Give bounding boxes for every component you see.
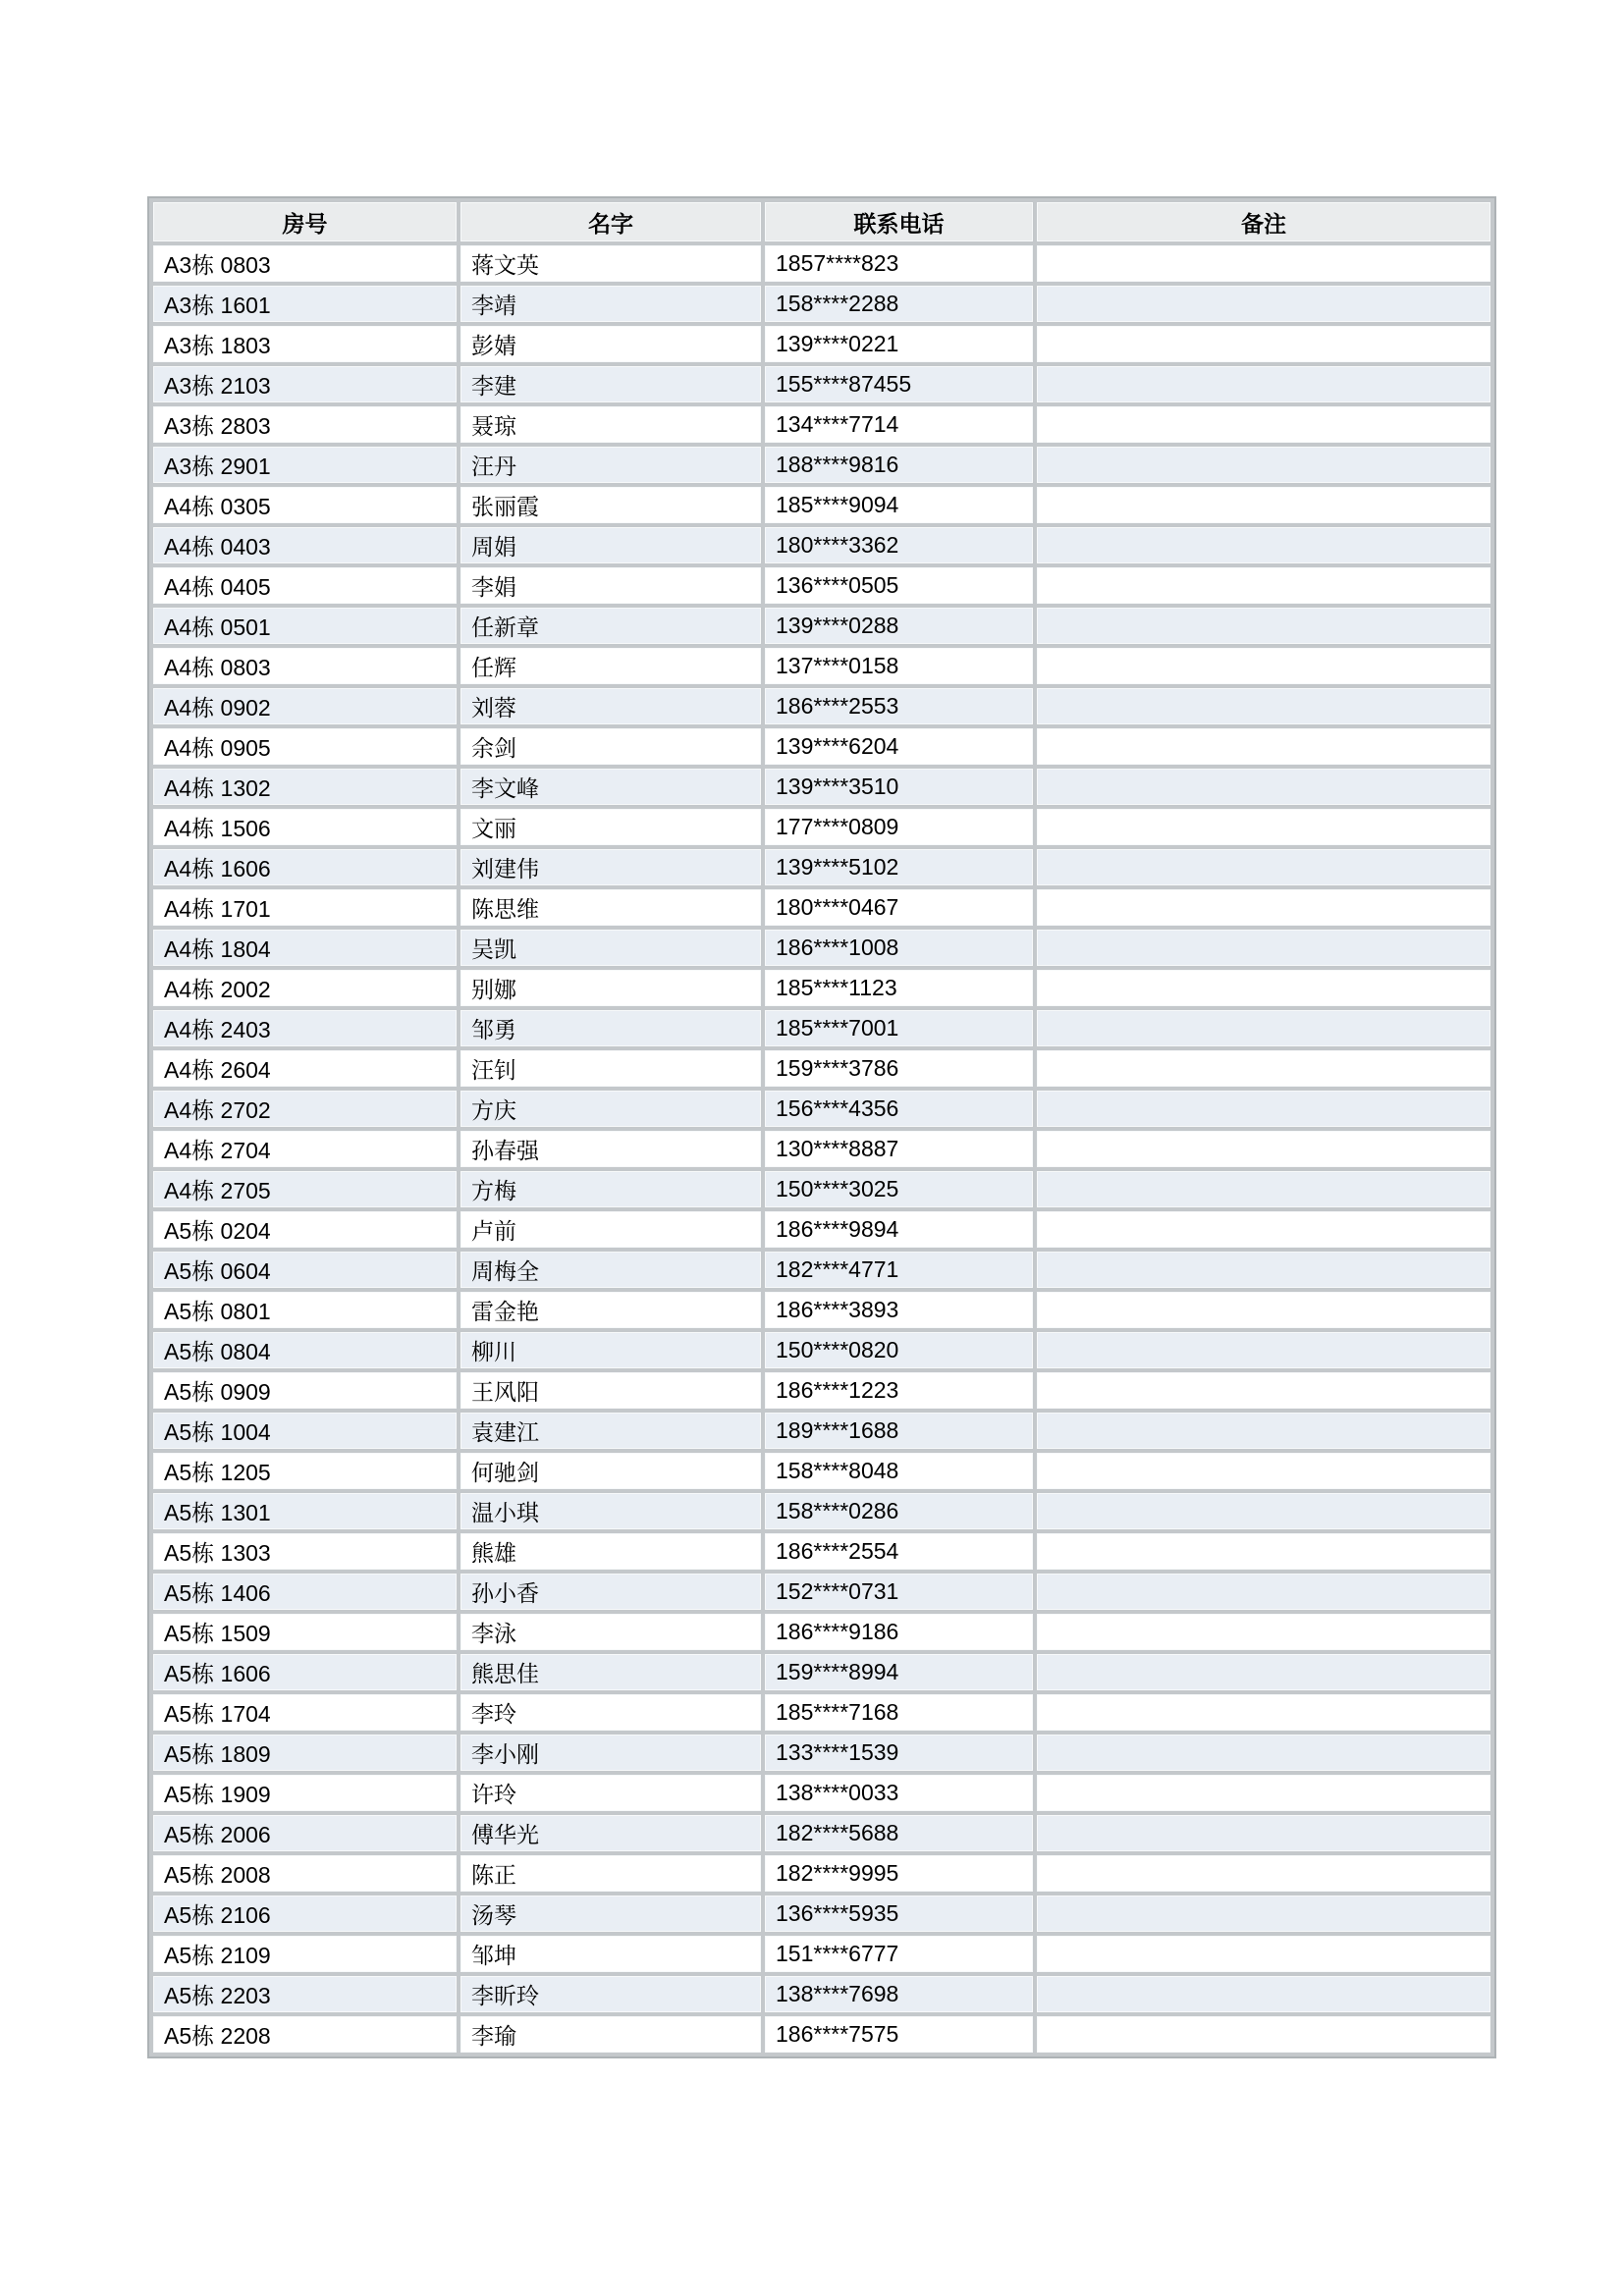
cell-room: A4栋 0803	[153, 648, 457, 684]
cell-name: 邹坤	[460, 1936, 761, 1972]
cell-room: A3栋 2103	[153, 366, 457, 402]
cell-name: 周梅全	[460, 1252, 761, 1288]
cell-name: 李昕玲	[460, 1976, 761, 2012]
cell-room: A5栋 1606	[153, 1654, 457, 1690]
cell-name: 王风阳	[460, 1372, 761, 1409]
cell-note	[1037, 1252, 1490, 1288]
table-row	[153, 728, 1490, 765]
cell-phone: 186****3893	[765, 1292, 1033, 1328]
cell-note	[1037, 447, 1490, 483]
cell-note	[1037, 769, 1490, 805]
cell-room: A4栋 2705	[153, 1171, 457, 1207]
table-row	[153, 1694, 1490, 1731]
cell-room: A3栋 1803	[153, 326, 457, 362]
cell-name: 李娟	[460, 567, 761, 604]
cell-note	[1037, 809, 1490, 845]
contact-table	[147, 196, 1496, 2058]
cell-name: 周娟	[460, 527, 761, 563]
table-row	[153, 608, 1490, 644]
cell-name: 方梅	[460, 1171, 761, 1207]
cell-note	[1037, 1050, 1490, 1087]
cell-room: A4栋 1302	[153, 769, 457, 805]
table-row	[153, 1936, 1490, 1972]
cell-note	[1037, 245, 1490, 282]
table-row	[153, 286, 1490, 322]
cell-room: A5栋 2203	[153, 1976, 457, 2012]
table-row	[153, 970, 1490, 1006]
table-row	[153, 487, 1490, 523]
cell-room: A5栋 0204	[153, 1211, 457, 1248]
cell-phone: 180****3362	[765, 527, 1033, 563]
table-row	[153, 1574, 1490, 1610]
table-row	[153, 648, 1490, 684]
table-row	[153, 889, 1490, 926]
cell-room: A5栋 1303	[153, 1533, 457, 1570]
table-row	[153, 1735, 1490, 1771]
cell-note	[1037, 487, 1490, 523]
cell-name: 许玲	[460, 1775, 761, 1811]
cell-note	[1037, 1574, 1490, 1610]
cell-room: A4栋 0403	[153, 527, 457, 563]
cell-phone: 185****1123	[765, 970, 1033, 1006]
cell-name: 李文峰	[460, 769, 761, 805]
table-row	[153, 1332, 1490, 1368]
cell-name: 李建	[460, 366, 761, 402]
cell-phone: 186****1223	[765, 1372, 1033, 1409]
cell-room: A4栋 2604	[153, 1050, 457, 1087]
cell-phone: 138****0033	[765, 1775, 1033, 1811]
cell-name: 傅华光	[460, 1815, 761, 1851]
table-row	[153, 1976, 1490, 2012]
cell-name: 孙小香	[460, 1574, 761, 1610]
cell-phone: 186****1008	[765, 930, 1033, 966]
cell-phone: 185****9094	[765, 487, 1033, 523]
cell-phone: 159****3786	[765, 1050, 1033, 1087]
cell-note	[1037, 889, 1490, 926]
cell-note	[1037, 1131, 1490, 1167]
table-row	[153, 1413, 1490, 1449]
cell-note	[1037, 970, 1490, 1006]
cell-note	[1037, 930, 1490, 966]
cell-note	[1037, 648, 1490, 684]
cell-note	[1037, 1936, 1490, 1972]
table-row	[153, 809, 1490, 845]
cell-phone: 139****0221	[765, 326, 1033, 362]
cell-phone: 150****3025	[765, 1171, 1033, 1207]
table-row	[153, 1050, 1490, 1087]
cell-name: 陈思维	[460, 889, 761, 926]
table-row	[153, 688, 1490, 724]
cell-phone: 138****7698	[765, 1976, 1033, 2012]
table-body	[153, 245, 1490, 2053]
cell-phone: 151****6777	[765, 1936, 1033, 1972]
cell-phone: 180****0467	[765, 889, 1033, 926]
table-row	[153, 406, 1490, 443]
cell-room: A4栋 0405	[153, 567, 457, 604]
cell-room: A5栋 1509	[153, 1614, 457, 1650]
cell-phone: 137****0158	[765, 648, 1033, 684]
cell-name: 蒋文英	[460, 245, 761, 282]
table-row	[153, 930, 1490, 966]
cell-name: 李瑜	[460, 2016, 761, 2053]
cell-room: A4栋 2002	[153, 970, 457, 1006]
cell-room: A3栋 2901	[153, 447, 457, 483]
cell-phone: 156****4356	[765, 1091, 1033, 1127]
header-phone: 联系电话	[765, 202, 1033, 241]
cell-phone: 188****9816	[765, 447, 1033, 483]
cell-room: A5栋 1809	[153, 1735, 457, 1771]
table-row	[153, 1654, 1490, 1690]
cell-name: 余剑	[460, 728, 761, 765]
cell-room: A5栋 0804	[153, 1332, 457, 1368]
cell-room: A5栋 1004	[153, 1413, 457, 1449]
cell-note	[1037, 1493, 1490, 1529]
table-row	[153, 366, 1490, 402]
cell-name: 温小琪	[460, 1493, 761, 1529]
table-row	[153, 245, 1490, 282]
cell-note	[1037, 849, 1490, 885]
table-row	[153, 1493, 1490, 1529]
cell-name: 刘建伟	[460, 849, 761, 885]
cell-note	[1037, 1010, 1490, 1046]
cell-name: 刘蓉	[460, 688, 761, 724]
cell-room: A5栋 1301	[153, 1493, 457, 1529]
cell-room: A4栋 1701	[153, 889, 457, 926]
cell-name: 熊思佳	[460, 1654, 761, 1690]
cell-name: 文丽	[460, 809, 761, 845]
table-row	[153, 2016, 1490, 2053]
cell-phone: 158****8048	[765, 1453, 1033, 1489]
cell-note	[1037, 1976, 1490, 2012]
cell-note	[1037, 326, 1490, 362]
cell-room: A5栋 2008	[153, 1855, 457, 1892]
table-row	[153, 567, 1490, 604]
cell-phone: 139****6204	[765, 728, 1033, 765]
cell-phone: 152****0731	[765, 1574, 1033, 1610]
cell-note	[1037, 1292, 1490, 1328]
cell-note	[1037, 1413, 1490, 1449]
cell-name: 孙春强	[460, 1131, 761, 1167]
cell-name: 何驰剑	[460, 1453, 761, 1489]
cell-name: 吴凯	[460, 930, 761, 966]
cell-phone: 186****9186	[765, 1614, 1033, 1650]
cell-phone: 150****0820	[765, 1332, 1033, 1368]
cell-note	[1037, 1694, 1490, 1731]
cell-room: A5栋 1909	[153, 1775, 457, 1811]
table-row	[153, 1131, 1490, 1167]
cell-name: 卢前	[460, 1211, 761, 1248]
cell-name: 任辉	[460, 648, 761, 684]
cell-phone: 185****7168	[765, 1694, 1033, 1731]
cell-name: 柳川	[460, 1332, 761, 1368]
cell-phone: 139****3510	[765, 769, 1033, 805]
cell-note	[1037, 688, 1490, 724]
cell-note	[1037, 286, 1490, 322]
cell-room: A5栋 1205	[153, 1453, 457, 1489]
cell-name: 袁建江	[460, 1413, 761, 1449]
cell-room: A4栋 1506	[153, 809, 457, 845]
table-row	[153, 447, 1490, 483]
table-row	[153, 1171, 1490, 1207]
cell-name: 雷金艳	[460, 1292, 761, 1328]
cell-note	[1037, 1091, 1490, 1127]
cell-room: A3栋 0803	[153, 245, 457, 282]
cell-phone: 185****7001	[765, 1010, 1033, 1046]
cell-room: A3栋 1601	[153, 286, 457, 322]
cell-note	[1037, 1896, 1490, 1932]
cell-note	[1037, 567, 1490, 604]
cell-note	[1037, 527, 1490, 563]
cell-phone: 139****0288	[765, 608, 1033, 644]
cell-room: A4栋 2704	[153, 1131, 457, 1167]
cell-note	[1037, 2016, 1490, 2053]
cell-note	[1037, 608, 1490, 644]
cell-room: A5栋 2109	[153, 1936, 457, 1972]
cell-note	[1037, 1775, 1490, 1811]
cell-phone: 189****1688	[765, 1413, 1033, 1449]
table-row	[153, 1614, 1490, 1650]
cell-room: A5栋 0801	[153, 1292, 457, 1328]
table-row	[153, 326, 1490, 362]
cell-name: 汪丹	[460, 447, 761, 483]
cell-room: A5栋 2106	[153, 1896, 457, 1932]
cell-note	[1037, 1614, 1490, 1650]
cell-phone: 133****1539	[765, 1735, 1033, 1771]
cell-phone: 182****9995	[765, 1855, 1033, 1892]
cell-room: A5栋 1704	[153, 1694, 457, 1731]
table-row	[153, 1775, 1490, 1811]
cell-name: 熊雄	[460, 1533, 761, 1570]
cell-note	[1037, 366, 1490, 402]
cell-phone: 139****5102	[765, 849, 1033, 885]
header-note: 备注	[1037, 202, 1490, 241]
table-row	[153, 1292, 1490, 1328]
cell-phone: 158****0286	[765, 1493, 1033, 1529]
table-row	[153, 1091, 1490, 1127]
table-row	[153, 1252, 1490, 1288]
cell-phone: 134****7714	[765, 406, 1033, 443]
header-name: 名字	[460, 202, 761, 241]
cell-name: 彭婧	[460, 326, 761, 362]
cell-name: 汤琴	[460, 1896, 761, 1932]
cell-note	[1037, 1453, 1490, 1489]
table-row	[153, 1453, 1490, 1489]
cell-room: A3栋 2803	[153, 406, 457, 443]
cell-note	[1037, 406, 1490, 443]
cell-phone: 186****2554	[765, 1533, 1033, 1570]
cell-room: A5栋 2006	[153, 1815, 457, 1851]
cell-note	[1037, 1654, 1490, 1690]
cell-phone: 186****2553	[765, 688, 1033, 724]
cell-phone: 1857****823	[765, 245, 1033, 282]
cell-phone: 182****4771	[765, 1252, 1033, 1288]
cell-note	[1037, 1855, 1490, 1892]
cell-name: 汪钊	[460, 1050, 761, 1087]
cell-name: 陈正	[460, 1855, 761, 1892]
cell-note	[1037, 1735, 1490, 1771]
cell-name: 任新章	[460, 608, 761, 644]
table-row	[153, 527, 1490, 563]
header-row	[153, 202, 1490, 241]
cell-phone: 158****2288	[765, 286, 1033, 322]
table-row	[153, 769, 1490, 805]
cell-room: A5栋 1406	[153, 1574, 457, 1610]
cell-name: 李玲	[460, 1694, 761, 1731]
cell-name: 邹勇	[460, 1010, 761, 1046]
cell-note	[1037, 1332, 1490, 1368]
cell-name: 李泳	[460, 1614, 761, 1650]
cell-room: A4栋 2403	[153, 1010, 457, 1046]
table-row	[153, 1896, 1490, 1932]
table-row	[153, 1211, 1490, 1248]
cell-room: A4栋 0902	[153, 688, 457, 724]
cell-phone: 186****9894	[765, 1211, 1033, 1248]
cell-note	[1037, 1533, 1490, 1570]
cell-room: A5栋 0909	[153, 1372, 457, 1409]
table-row	[153, 1533, 1490, 1570]
table-row	[153, 1815, 1490, 1851]
cell-room: A4栋 0905	[153, 728, 457, 765]
cell-phone: 177****0809	[765, 809, 1033, 845]
cell-note	[1037, 728, 1490, 765]
cell-phone: 130****8887	[765, 1131, 1033, 1167]
cell-room: A5栋 0604	[153, 1252, 457, 1288]
cell-note	[1037, 1171, 1490, 1207]
cell-phone: 186****7575	[765, 2016, 1033, 2053]
cell-room: A5栋 2208	[153, 2016, 457, 2053]
cell-name: 张丽霞	[460, 487, 761, 523]
cell-name: 聂琼	[460, 406, 761, 443]
cell-note	[1037, 1372, 1490, 1409]
table-row	[153, 1010, 1490, 1046]
cell-phone: 182****5688	[765, 1815, 1033, 1851]
cell-name: 方庆	[460, 1091, 761, 1127]
cell-room: A4栋 1804	[153, 930, 457, 966]
cell-note	[1037, 1815, 1490, 1851]
cell-room: A4栋 1606	[153, 849, 457, 885]
cell-name: 李靖	[460, 286, 761, 322]
cell-room: A4栋 2702	[153, 1091, 457, 1127]
cell-phone: 136****5935	[765, 1896, 1033, 1932]
cell-phone: 136****0505	[765, 567, 1033, 604]
header-room: 房号	[153, 202, 457, 241]
cell-note	[1037, 1211, 1490, 1248]
table-row	[153, 849, 1490, 885]
cell-room: A4栋 0501	[153, 608, 457, 644]
table-row	[153, 1372, 1490, 1409]
cell-name: 别娜	[460, 970, 761, 1006]
cell-phone: 159****8994	[765, 1654, 1033, 1690]
cell-room: A4栋 0305	[153, 487, 457, 523]
cell-name: 李小刚	[460, 1735, 761, 1771]
cell-phone: 155****87455	[765, 366, 1033, 402]
table-row	[153, 1855, 1490, 1892]
